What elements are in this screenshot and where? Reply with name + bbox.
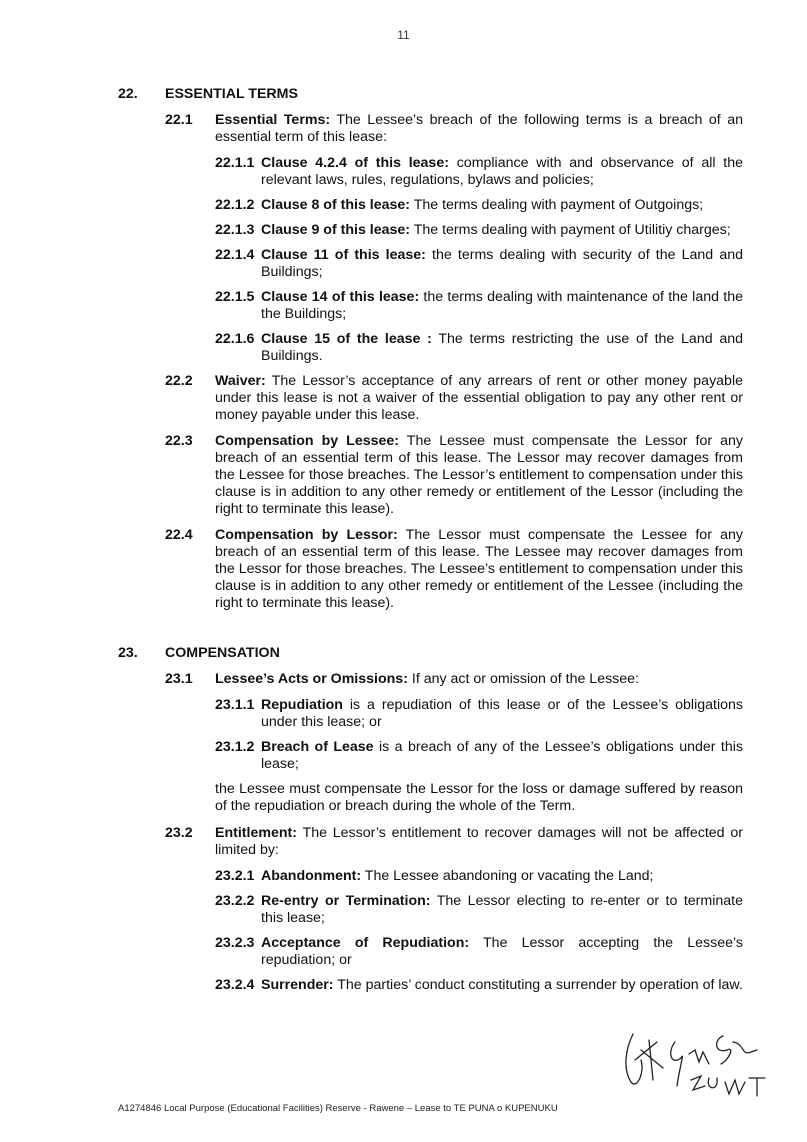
subclause-number: 23.1.1 — [215, 697, 255, 713]
subclause-body: The Lessee abandoning or vacating the Land; — [361, 868, 654, 884]
subclause-text — [261, 155, 743, 189]
subclause-heading: Repudiation — [261, 697, 343, 713]
subclause-number: 22.1.5 — [215, 289, 255, 305]
subclause-number: 23.2.4 — [215, 977, 255, 993]
subclause-heading: Breach of Lease — [261, 739, 374, 755]
clause-number: 22.4 — [165, 527, 193, 543]
signature-icon — [605, 1020, 785, 1100]
document-body — [118, 86, 743, 1002]
clause-text — [215, 433, 743, 518]
subclause-text — [261, 868, 743, 885]
subclause-22-1-1 — [215, 155, 743, 189]
subclause-heading: Clause 8 of this lease: — [261, 197, 411, 213]
subclause-text — [261, 247, 743, 281]
subclause-body: The parties’ conduct constituting a surrender by operation of law. — [333, 977, 743, 993]
subclause-text — [261, 289, 743, 323]
clause-text — [215, 825, 743, 859]
clause-22-1 — [118, 112, 743, 146]
section-title: COMPENSATION — [165, 645, 280, 661]
subclause-body: The terms dealing with payment of Outgoings; — [410, 197, 704, 213]
clause-text — [215, 671, 743, 688]
subclause-body: is a breach of any of the Lessee’s obligations under this lease; — [261, 739, 743, 772]
subclause-body: compliance with and observance of all the relevant laws, rules, regulations, bylaws and policies; — [261, 155, 743, 188]
subclause-number: 22.1.1 — [215, 155, 255, 171]
subclause-text — [261, 739, 743, 773]
subclause-body: the terms dealing with security of the Land and Buildings; — [261, 247, 743, 280]
subclause-text — [261, 935, 743, 969]
section-heading — [118, 86, 743, 103]
subclause-text — [261, 977, 743, 994]
subclause-text — [261, 893, 743, 927]
section-number: 23. — [118, 645, 138, 661]
subclause-heading: Clause 4.2.4 of this lease: — [261, 155, 449, 171]
subclause-23-1-1 — [215, 697, 743, 731]
subclause-body: The terms restricting the use of the Land and Buildings. — [261, 331, 744, 364]
subclause-body: is a repudiation of this lease or of the Lessee’s obligations under this lease; or — [261, 697, 743, 730]
subclause-body: the terms dealing with maintenance of the land the the Buildings; — [261, 289, 743, 322]
clause-text — [215, 112, 743, 146]
subclause-23-2-2 — [215, 893, 743, 927]
subclause-number: 23.1.2 — [215, 739, 255, 755]
clause-heading: Compensation by Lessee: — [215, 433, 399, 449]
section-22 — [118, 86, 743, 612]
subclause-body: The Lessor electing to re-enter or to terminate this lease; — [261, 893, 743, 926]
clause-body: If any act or omission of the Lessee: — [407, 671, 639, 687]
clause-23-1 — [118, 671, 743, 688]
subclause-heading: Surrender: — [261, 977, 334, 993]
subclause-number: 22.1.3 — [215, 222, 255, 238]
clause-heading: Waiver: — [215, 373, 266, 389]
section-23 — [118, 645, 743, 994]
subclause-22-1-4 — [215, 247, 743, 281]
clause-heading: Compensation by Lessor: — [215, 527, 398, 543]
subclause-number: 22.1.2 — [215, 197, 255, 213]
clause-number: 22.3 — [165, 433, 193, 449]
subclause-heading: Abandonment: — [261, 868, 362, 884]
subclause-heading: Re-entry or Termination: — [261, 893, 431, 909]
clause-continuation: the Lessee must compensate the Lessor for the loss or damage suffered by reason of the repudiation or breach during the whole of the Term. — [215, 781, 743, 814]
page-number: 11 — [397, 28, 410, 42]
clause-22-3 — [118, 433, 743, 518]
subclause-number: 22.1.6 — [215, 331, 255, 347]
subclause-body: The terms dealing with payment of Utilitiy charges; — [410, 222, 731, 238]
subclause-body: The Lessor accepting the Lessee’s repudiation; or — [261, 935, 743, 968]
subclause-23-2-3 — [215, 935, 743, 969]
clause-23-2 — [118, 825, 743, 859]
clause-body: The Lessee’s breach of the following terms is a breach of an essential term of this lease: — [215, 112, 743, 145]
document-footer: A1274846 Local Purpose (Educational Facilities) Reserve - Rawene – Lease to TE PUNA o KUPENUKU — [118, 1103, 558, 1114]
clause-number: 22.2 — [165, 373, 193, 389]
clause-body: The Lessor must compensate the Lessee for any breach of an essential term of this lease. The Lessee may recover damages from the Lessor for those breaches. The Lessee’s entitlement to compensation under this clause is in addition to any other remedy or entitlement of the Lessee (including the right to terminate this lease). — [215, 527, 743, 611]
subclause-22-1-3 — [215, 222, 743, 239]
clause-number: 23.1 — [165, 671, 193, 687]
section-heading — [118, 645, 743, 662]
subclause-text — [261, 197, 743, 214]
subclause-text — [261, 222, 743, 239]
subclause-22-1-5 — [215, 289, 743, 323]
section-title: ESSENTIAL TERMS — [165, 86, 298, 102]
subclause-23-2-4 — [215, 977, 743, 994]
subclause-number: 23.2.3 — [215, 935, 255, 951]
subclause-heading: Clause 9 of this lease: — [261, 222, 411, 238]
subclause-22-1-2 — [215, 197, 743, 214]
subclause-23-2-1 — [215, 868, 743, 885]
clause-22-2 — [118, 373, 743, 424]
clause-body: The Lessee must compensate the Lessor for any breach of an essential term of this lease. The Lessor may recover damages from the Lessee for those breaches. The Lessor’s entitlement to compensation under this clause is in addition to any other remedy or entitlement of the Lessor (including the right to terminate this lease). — [215, 433, 743, 517]
clause-body: The Lessor’s entitlement to recover damages will not be affected or limited by: — [215, 825, 743, 858]
clause-heading: Lessee’s Acts or Omissions: — [215, 671, 408, 687]
subclause-23-1-2 — [215, 739, 743, 773]
section-number: 22. — [118, 86, 138, 102]
clause-heading: Entitlement: — [215, 825, 297, 841]
clause-22-4 — [118, 527, 743, 612]
clause-text — [215, 373, 743, 424]
subclause-heading: Clause 14 of this lease: — [261, 289, 420, 305]
subclause-text — [261, 697, 743, 731]
subclause-number: 23.2.2 — [215, 893, 255, 909]
subclause-text — [261, 331, 743, 365]
subclause-number: 23.2.1 — [215, 868, 255, 884]
clause-text — [215, 527, 743, 612]
subclause-heading: Clause 15 of the lease : — [261, 331, 432, 347]
clause-body: The Lessor’s acceptance of any arrears of rent or other money payable under this lease is not a waiver of the essential obligation to pay any other rent or money payable under this lease. — [215, 373, 743, 423]
clause-number: 23.2 — [165, 825, 193, 841]
subclause-number: 22.1.4 — [215, 247, 255, 263]
subclause-heading: Acceptance of Repudiation: — [261, 935, 470, 951]
subclause-22-1-6 — [215, 331, 743, 365]
clause-number: 22.1 — [165, 112, 193, 128]
subclause-heading: Clause 11 of this lease: — [261, 247, 426, 263]
clause-heading: Essential Terms: — [215, 112, 331, 128]
section-gap — [118, 621, 743, 645]
